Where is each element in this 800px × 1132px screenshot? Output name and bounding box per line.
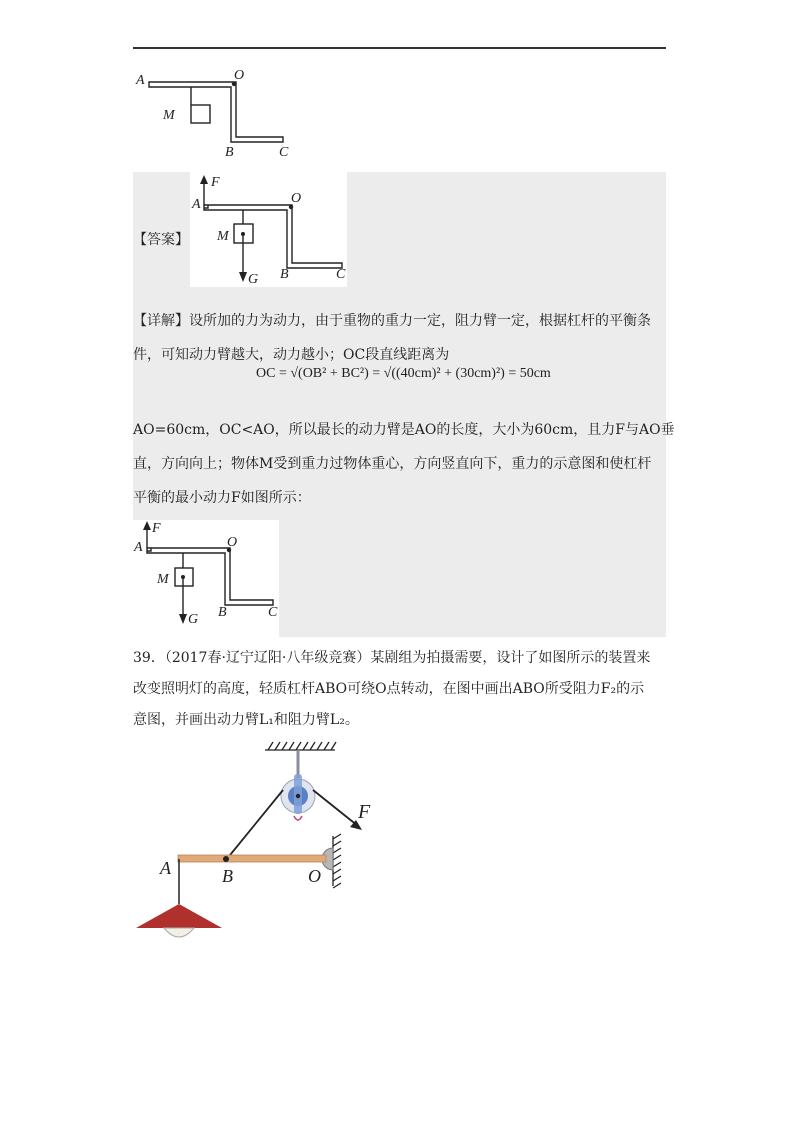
lamp-bulb: [164, 928, 194, 937]
lamp-shade: [136, 904, 222, 928]
detail-tag: 【详解】: [133, 313, 189, 329]
detail-line-5: 平衡的最小动力F如图所示：: [133, 490, 311, 506]
lever-rod: [178, 855, 326, 862]
lamp-lever-figure: [130, 738, 390, 948]
label-A: A: [134, 540, 143, 555]
detail-line-4: 直，方向向上；物体M受到重力过物体重心，方向竖直向下，重力的示意图和使杠杆: [133, 456, 652, 472]
label-C: C: [268, 605, 278, 620]
label-B: B: [218, 605, 227, 620]
lever-figure-original: [133, 62, 293, 162]
answer-tag: 【答案】: [133, 232, 189, 248]
label-F: F: [358, 801, 371, 823]
label-A: A: [192, 197, 201, 212]
detail-line-2: 件，可知动力臂越大，动力越小；OC段直线距离为: [133, 347, 450, 363]
q39-line-3: 意图，并画出动力臂L₁和阻力臂L₂。: [133, 712, 359, 728]
ceiling-hatch: [265, 742, 336, 750]
detail-paragraph-1: [133, 304, 666, 372]
label-A: A: [136, 73, 145, 88]
label-O: O: [227, 535, 238, 550]
label-B: B: [225, 145, 234, 160]
label-C: C: [336, 267, 346, 282]
label-A: A: [160, 858, 171, 878]
label-O: O: [291, 191, 302, 206]
label-G: G: [248, 272, 259, 287]
label-M: M: [157, 572, 169, 587]
q39-line-1: 39．（2017春·辽宁辽阳·八年级竞赛）某剧组为拍摄需要，设计了如图所示的装置来: [133, 650, 651, 666]
label-B: B: [222, 866, 233, 886]
label-M: M: [163, 108, 175, 123]
question-39: [133, 643, 673, 736]
detail-paragraph-2: [133, 413, 675, 515]
lever-figure-answer: [190, 172, 347, 287]
detail-line-1: 设所加的力为动力，由于重物的重力一定，阻力臂一定，根据杠杆的平衡条: [189, 313, 651, 329]
label-F: F: [211, 175, 220, 190]
label-B: B: [280, 267, 289, 282]
label-O: O: [308, 866, 321, 886]
detail-line-3: AO=60cm，OC<AO，所以最长的动力臂是AO的长度，大小为60cm，且力F与AO垂: [133, 422, 675, 438]
pulley: [281, 774, 315, 820]
label-F: F: [152, 521, 161, 536]
label-O: O: [234, 68, 245, 83]
formula: OC = √(OB² + BC²) = √((40cm)² + (30cm)²) = 50cm: [256, 366, 551, 381]
label-M: M: [217, 229, 229, 244]
label-G: G: [188, 612, 199, 627]
header-rule: [133, 47, 666, 49]
q39-line-2: 改变照明灯的高度，轻质杠杆ABO可绕O点转动，在图中画出ABO所受阻力F₂的示: [133, 681, 645, 697]
wall-hatch: [333, 834, 341, 888]
label-C: C: [279, 145, 289, 160]
lever-figure-final: [133, 520, 279, 637]
